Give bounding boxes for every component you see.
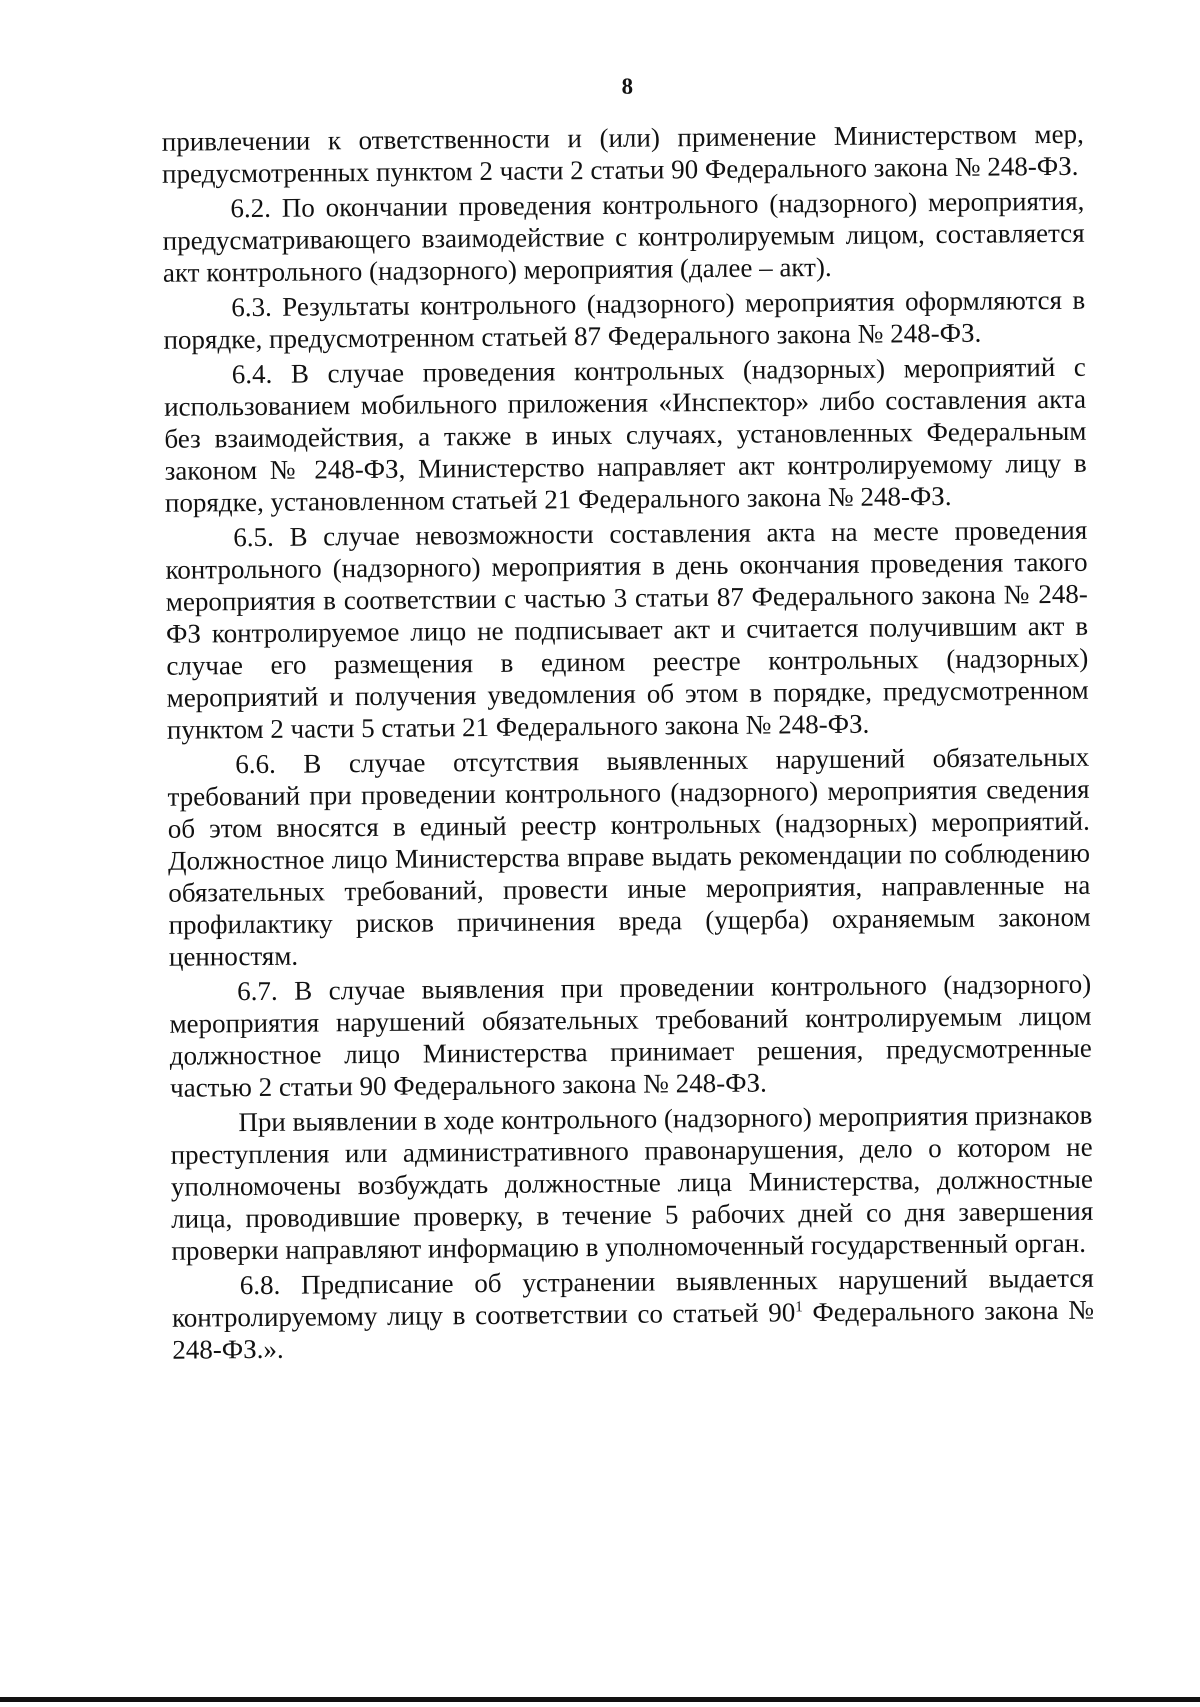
paragraph-6-3: 6.3. Результаты контрольного (надзорного) мероприятия оформляются в порядке, предусмотренном статьей 87 Федерального закона № 248-ФЗ. (163, 284, 1086, 355)
paragraph-6-7-addendum: При выявлении в ходе контрольного (надзорного) мероприятия признаков преступления или административного правонарушения, дело о котором не уполномочены возбуждать должностные лица Министерства, должностные лица, проводившие проверку, в течение 5 рабочих дней со дня завершения проверки направляют информацию в уполномоченный государственный орган. (170, 1099, 1094, 1266)
document-body (162, 118, 1095, 1369)
scan-bottom-edge (0, 1697, 1200, 1702)
article-superscript: 1 (795, 1299, 803, 1316)
paragraph-6-7: 6.7. В случае выявления при проведении контрольного (надзорного) мероприятия нарушений обязательных требований контролируемым лицом должностное лицо Министерства принимает решения, предусмотренные частью 2 статьи 90 Федерального закона № 248-ФЗ. (169, 968, 1092, 1103)
paragraph-6-8 (172, 1262, 1095, 1366)
paragraph-continuation: привлечении к ответственности и (или) применение Министерством мер, предусмотренных пунктом 2 части 2 статьи 90 Федерального закона № 248-ФЗ. (161, 118, 1084, 189)
paragraph-6-4: 6.4. В случае проведения контрольных (надзорных) мероприятий с использованием мобильного приложения «Инспектор» либо составления акта без взаимодействия, а также в иных случаях, установленных Федеральным законом № 248-ФЗ, Министерство направляет акт контролируемому лицу в порядке, установленном статьей 21 Федерального закона № 248-ФЗ. (163, 351, 1087, 518)
paragraph-6-2: 6.2. По окончании проведения контрольного (надзорного) мероприятия, предусматривающего взаимодействие с контролируемым лицом, составляется акт контрольного (надзорного) мероприятия (далее – акт). (162, 185, 1085, 288)
paragraph-6-5: 6.5. В случае невозможности составления акта на месте проведения контрольного (надзорного) мероприятия в день окончания проведения такого мероприятия в соответствии с частью 3 статьи 87 Федерального закона № 248-ФЗ контролируемое лицо не подписывает акт и считается получившим акт в случае его размещения в едином реестре контрольных (надзорных) мероприятий и получения уведомления об этом в порядке, предусмотренном пунктом 2 части 5 статьи 21 Федерального закона № 248-ФЗ. (165, 514, 1089, 745)
page-number: 8 (621, 73, 634, 99)
paragraph-6-8-text-after: Федерального закона № 248-ФЗ.». (172, 1294, 1095, 1365)
paragraph-6-8-text-before: 6.8. Предписание об устранении выявленных нарушений выдается контролируемому лицу в соответствии со статьей 90 (171, 1262, 1094, 1333)
paragraph-6-6: 6.6. В случае отсутствия выявленных нарушений обязательных требований при проведении контрольного (надзорного) мероприятия сведения об этом вносятся в единый реестр контрольных (надзорных) мероприятий. Должностное лицо Министерства вправе выдать рекомендации по соблюдению обязательных требований, провести иные мероприятия, направленные на профилактику рисков причинения вреда (ущерба) охраняемым законом ценностям. (167, 741, 1091, 972)
